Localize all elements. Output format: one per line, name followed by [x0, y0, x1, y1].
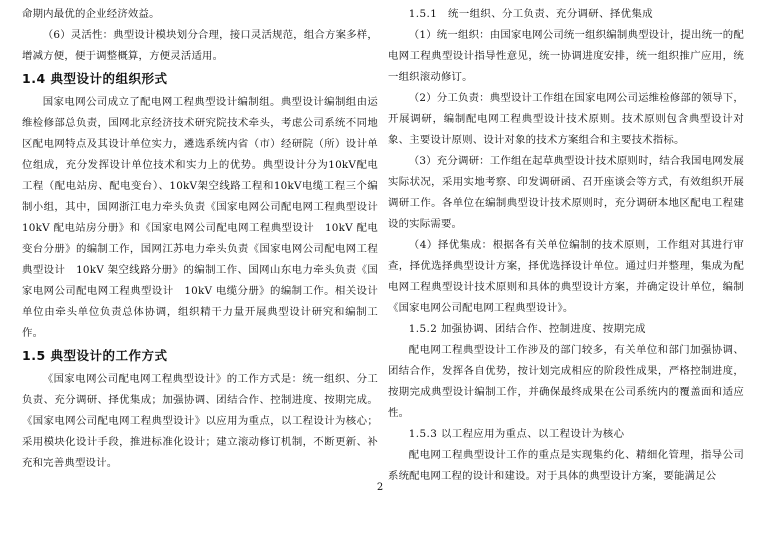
heading-1-5-1: 1.5.1 统一组织、分工负责、充分调研、择优集成: [408, 8, 654, 20]
paragraph-selective-integration: （4）择优集成：根据各有关单位编制的技术原则，工作组对其进行审查，择优选择典型设计方案，择优选择设计单位。通过归并整理，集成为配电网工程典型设计技术原则和具体的典型设计方案，并确定设计单位，编制《国家电网公司配电网工程典型设计》。: [388, 239, 744, 314]
paragraph-division-of-labor: （2）分工负责：典型设计工作组在国家电网公司运维检修部的领导下，开展调研，编制配电网工程典型设计技术原则。技术原则包含典型设计对象、主要设计原则、设计对象的技术方案组合和主要技术指标。: [388, 92, 744, 146]
heading-1-5-2: 1.5.2 加强协调、团结合作、控制进度、按期完成: [408, 323, 646, 335]
paragraph-flexibility: （6）灵活性：典型设计模块划分合理，接口灵活规范，组合方案多样，增减方便，便于调整概算，方便灵活适用。: [22, 29, 378, 62]
paragraph-unified-organization: （1）统一组织：由国家电网公司统一组织编制典型设计，提出统一的配电网工程典型设计指导性意见，统一协调进度安排，统一组织推广应用，统一组织滚动修订。: [388, 29, 744, 83]
paragraph-full-research: （3）充分调研：工作组在起草典型设计技术原则时，结合我国电网发展实际状况，采用实地考察、印发调研函、召开座谈会等方式，有效组织开展调研工作。各单位在编制典型设计技术原则时，充分调研本地区配电工程建设的实际需要。: [388, 155, 744, 230]
heading-1-5-3: 1.5.3 以工程应用为重点、以工程设计为核心: [408, 428, 625, 440]
heading-1-4: 1.4 典型设计的组织形式: [22, 71, 168, 86]
heading-1-5: 1.5 典型设计的工作方式: [22, 348, 168, 363]
page-number: 2: [376, 482, 384, 493]
paragraph-engineering-focus: 配电网工程典型设计工作的重点是实现集约化、精细化管理，指导公司系统配电网工程的设计和建设。对于具体的典型设计方案，要能满足公: [388, 449, 744, 482]
paragraph-coordination: 配电网工程典型设计工作涉及的部门较多，有关单位和部门加强协调、团结合作，发挥各自优势，按计划完成相应的阶段性成果，严格控制进度，按期完成典型设计编制工作，并确保最终成果在公司系统内的覆盖面和适应性。: [388, 344, 744, 419]
left-column: [22, 4, 389, 474]
paragraph-working-method: 《国家电网公司配电网工程典型设计》的工作方式是：统一组织、分工负责、充分调研、择优集成；加强协调、团结合作、控制进度、按期完成。《国家电网公司配电网工程典型设计》以应用为重点，以工程设计为核心；采用模块化设计手段，推进标准化设计；建立滚动修订机制，不断更新、补充和完善典型设计。: [22, 373, 378, 469]
paragraph-continuation: 命期内最优的企业经济效益。: [22, 8, 160, 20]
right-column: [388, 4, 744, 487]
paragraph-organization: 国家电网公司成立了配电网工程典型设计编制组。典型设计编制组由运维检修部总负责，国网北京经济技术研究院技术牵头，考虑公司系统不同地区配电网特点及其设计单位实力，遴选系统内省（市）经研院（所）设计单位组成，充分发挥设计单位技术和实力上的优势。典型设计分为10kV配电工程（配电站房、配电变台）、10kV架空线路工程和10kV电缆工程三个编制小组，其中，国网浙江电力牵头负责《国家电网公司配电网工程典型设计 10kV 配电站房分册》和《国家电网公司配电网工程典型设计 10kV 配电变台分册》的编制工作，国网江苏电力牵头负责《国家电网公司配电网工程典型设计 10kV 架空线路分册》的编制工作、国网山东电力牵头负责《国家电网公司配电网工程典型设计 10kV 电缆分册》的编制工作。相关设计单位由牵头单位负责总体协调，组织精干力量开展典型设计研究和编制工作。: [22, 96, 389, 339]
